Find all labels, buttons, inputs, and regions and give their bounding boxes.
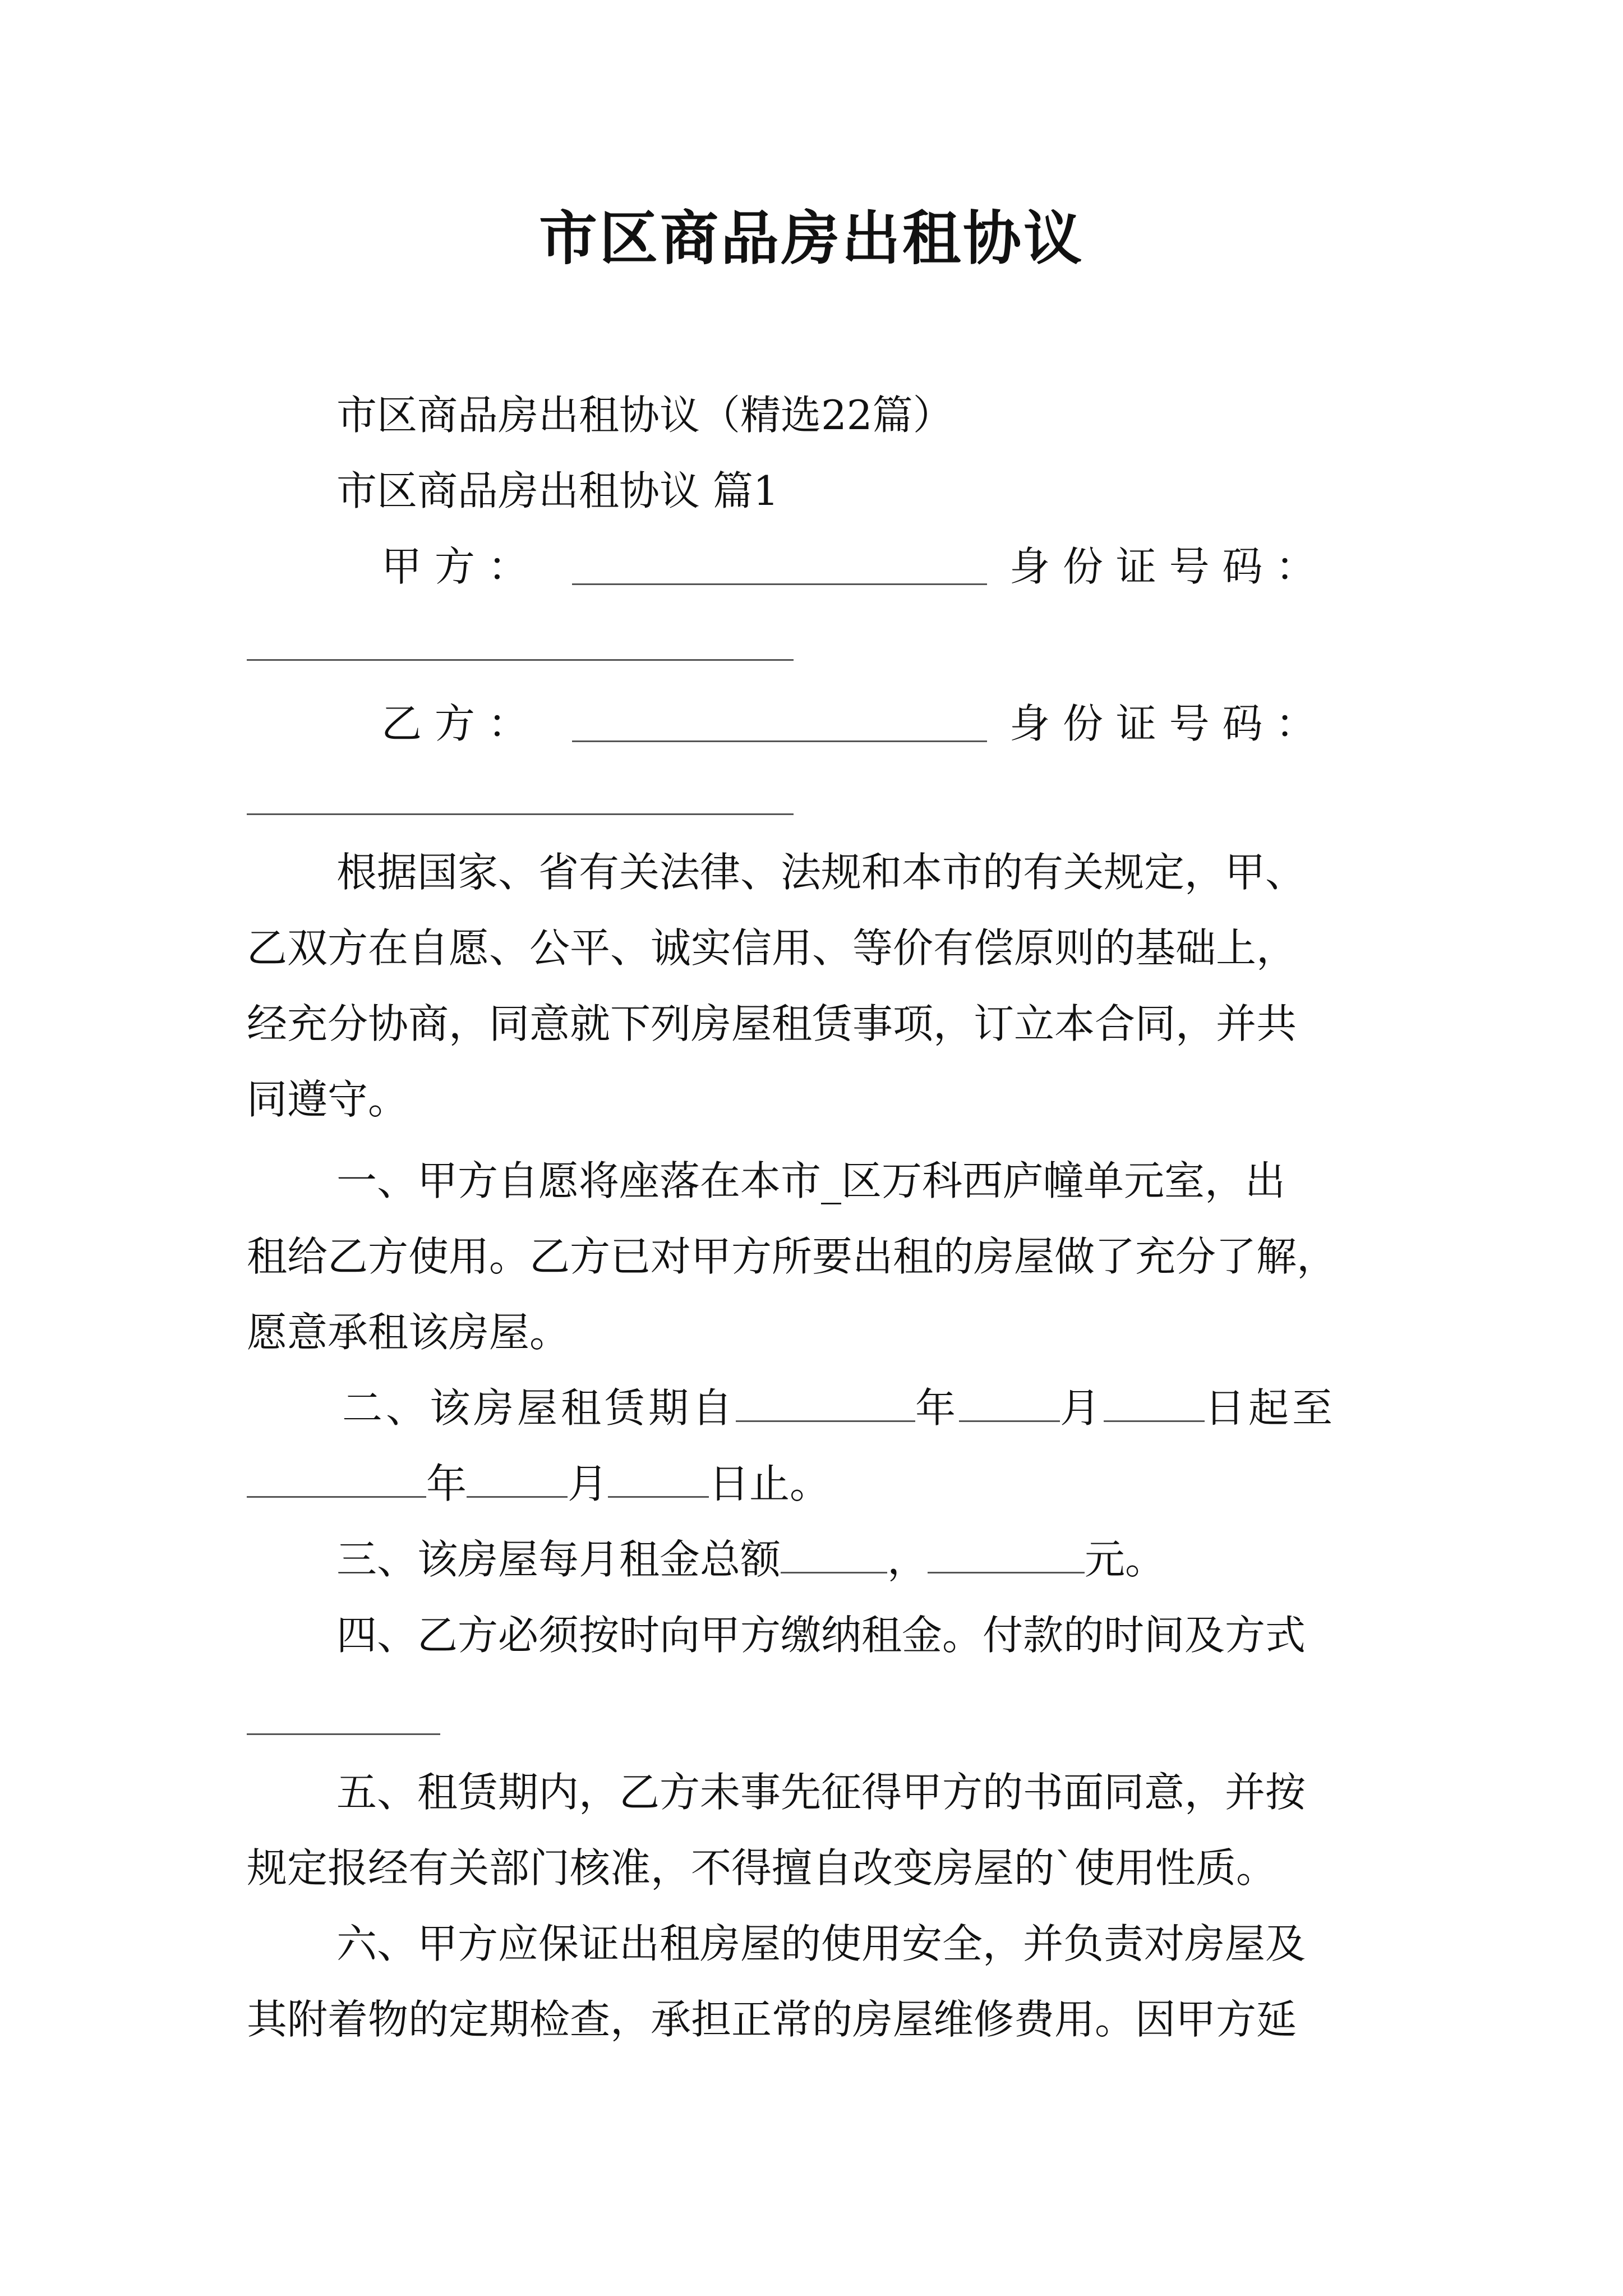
party-b-id-blank xyxy=(247,813,794,815)
start-day-label: 日起至 xyxy=(1205,1384,1336,1432)
party-a-name-blank xyxy=(572,583,987,585)
intro-line-4: 同遵守。 xyxy=(247,1076,409,1123)
clause5-line-1: 五、租赁期内，乙方未事先征得甲方的书面同意，并按 xyxy=(336,1769,1306,1816)
clause3-unit: 元。 xyxy=(1085,1536,1166,1583)
clause2-line-2 xyxy=(247,1456,830,1512)
start-year-blank xyxy=(736,1387,915,1422)
start-day-blank xyxy=(1104,1387,1205,1422)
clause3-prefix: 三、该房屋每月租金总额 xyxy=(336,1536,781,1583)
clause1-line-1: 一、甲方自愿将座落在本市_区万科西庐幢单元室，出 xyxy=(336,1157,1286,1204)
end-month-blank xyxy=(467,1462,568,1498)
intro-line-1: 根据国家、省有关法律、法规和本市的有关规定，甲、 xyxy=(336,849,1306,896)
document-subtitle: 市区商品房出租协议（精选22篇） xyxy=(336,392,953,439)
end-month-label: 月 xyxy=(568,1460,608,1507)
start-year-label: 年 xyxy=(915,1384,960,1432)
end-day-blank xyxy=(608,1462,709,1498)
clause6-line-1: 六、甲方应保证出租房屋的使用安全，并负责对房屋及 xyxy=(336,1920,1306,1967)
end-day-label: 日止。 xyxy=(709,1460,831,1507)
rent-yuan-blank xyxy=(928,1538,1085,1573)
section-heading: 市区商品房出租协议 篇1 xyxy=(336,467,779,514)
clause2-line-1 xyxy=(342,1380,1336,1436)
clause4-line: 四、乙方必须按时向甲方缴纳租金。付款的时间及方式 xyxy=(336,1612,1306,1659)
intro-line-3: 经充分协商，同意就下列房屋租赁事项，订立本合同，并共 xyxy=(247,1000,1297,1047)
end-year-blank xyxy=(247,1462,426,1498)
clause1-line-3: 愿意承租该房屋。 xyxy=(247,1309,570,1356)
party-a-id-blank xyxy=(247,659,794,661)
clause5-line-2: 规定报经有关部门核准，不得擅自改变房屋的`使用性质。 xyxy=(247,1844,1277,1892)
rent-amount-blank xyxy=(781,1538,887,1573)
intro-line-2: 乙双方在自愿、公平、诚实信用、等价有偿原则的基础上， xyxy=(247,924,1297,972)
payment-method-blank xyxy=(247,1733,440,1735)
document-title: 市区商品房出租协议 xyxy=(538,204,1084,273)
end-year-label: 年 xyxy=(426,1460,467,1507)
clause1-line-2: 租给乙方使用。乙方已对甲方所要出租的房屋做了充分了解， xyxy=(247,1233,1338,1280)
clause6-line-2: 其附着物的定期检查，承担正常的房屋维修费用。因甲方延 xyxy=(247,1996,1297,2043)
clause3-comma: ， xyxy=(887,1536,928,1583)
clause2-prefix: 二、该房屋租赁期自 xyxy=(342,1384,736,1432)
party-a-label: 甲 方 ： xyxy=(381,543,528,590)
party-b-name-blank xyxy=(572,740,987,742)
party-a-id-label: 身 份 证 号 码 ： xyxy=(1009,543,1316,590)
start-month-label: 月 xyxy=(1060,1384,1104,1432)
clause3-line xyxy=(336,1531,1165,1588)
party-b-label: 乙 方 ： xyxy=(381,700,528,747)
party-b-id-label: 身 份 证 号 码 ： xyxy=(1009,700,1316,747)
start-month-blank xyxy=(959,1387,1060,1422)
